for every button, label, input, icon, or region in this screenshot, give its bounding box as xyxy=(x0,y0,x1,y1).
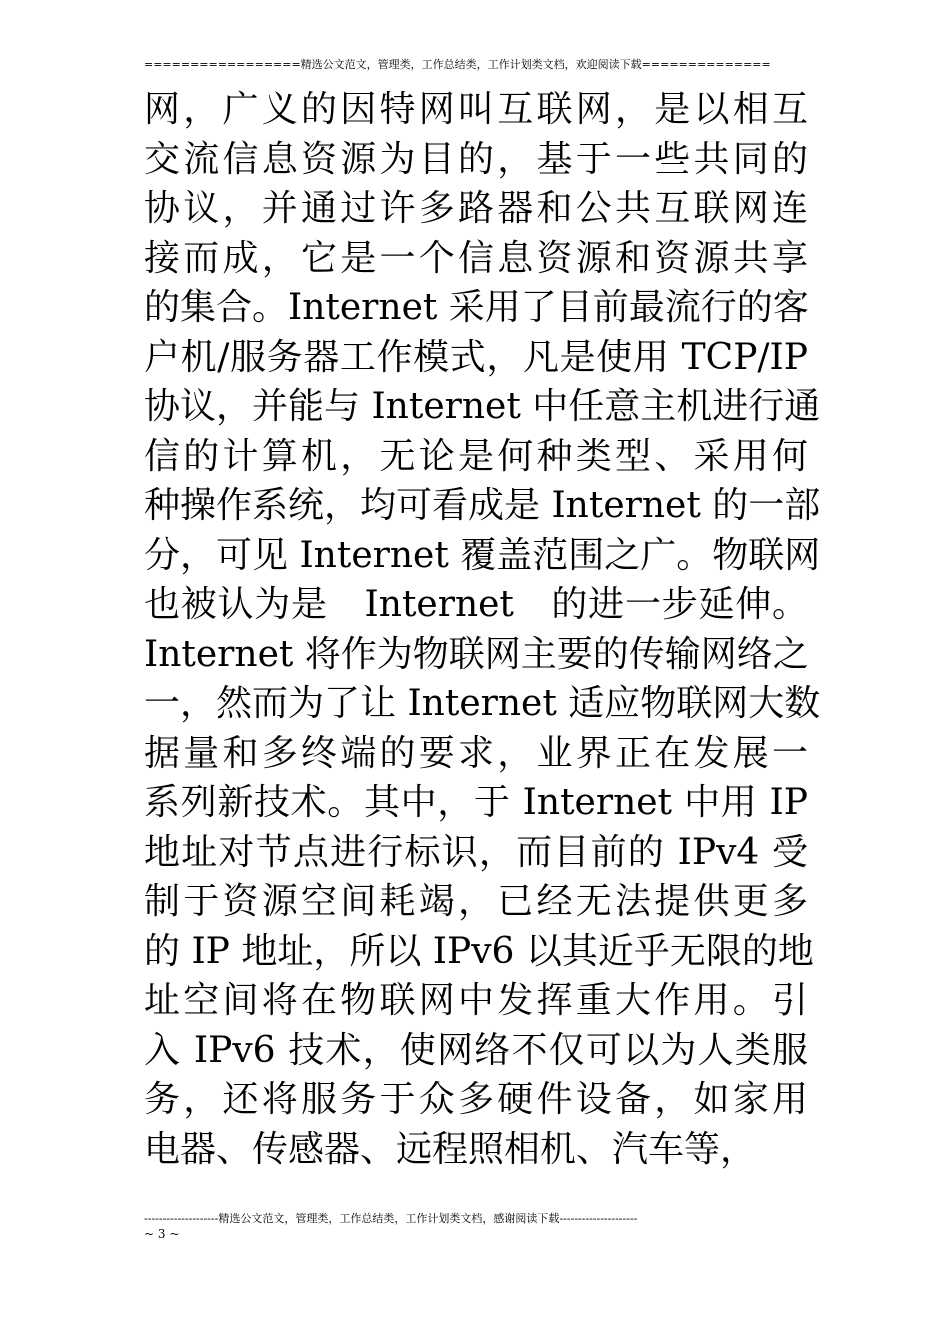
body-line: 协议，并能与 Internet 中任意主机进行通 xyxy=(144,386,821,427)
body-line: 务，还将服务于众多硬件设备，如家用 xyxy=(144,1079,808,1120)
body-line: 地址对节点进行标识，而目前的 IPv4 受 xyxy=(144,831,808,873)
body-line: 协议，并通过许多路器和公共互联网连 xyxy=(144,188,808,229)
document-body xyxy=(144,85,821,1174)
body-line: 入 IPv6 技术，使网络不仅可以为人类服 xyxy=(144,1029,808,1071)
body-line: 电器、传感器、远程照相机、汽车等， xyxy=(144,1128,757,1170)
body-line: 的 IP 地址，所以 IPv6 以其近乎无限的地 xyxy=(144,930,814,972)
body-line: 制于资源空间耗竭，已经无法提供更多 xyxy=(144,881,808,922)
body-line: 的集合。Internet 采用了目前最流行的客 xyxy=(144,287,809,328)
page-header: =================精选公文范文，管理类，工作总结类，工作计划类文档，欢迎阅读下载============== xyxy=(144,58,771,71)
body-line: 信的计算机，无论是何种类型、采用何 xyxy=(144,435,808,477)
page-number: ~ 3 ~ xyxy=(144,1227,180,1241)
body-line: 户机/服务器工作模式，凡是使用 TCP/IP xyxy=(144,336,808,378)
body-line: 交流信息资源为目的，基于一些共同的 xyxy=(144,138,808,180)
body-line: 据量和多终端的要求，业界正在发展一 xyxy=(144,732,808,774)
body-line: 一，然而为了让 Internet 适应物联网大数 xyxy=(144,683,821,724)
body-line: 网，广义的因特网叫互联网，是以相互 xyxy=(144,89,808,130)
body-line: 也被认为是 Internet 的进一步延伸。 xyxy=(144,584,808,625)
body-line: 系列新技术。其中，于 Internet 中用 IP xyxy=(144,782,808,823)
body-line: 种操作系统，均可看成是 Internet 的一部 xyxy=(144,485,821,526)
body-line: 分，可见 Internet 覆盖范围之广。物联网 xyxy=(144,534,821,576)
page-footer: --------------------精选公文范文，管理类，工作总结类，工作计划类文档，感谢阅读下载--------------------- xyxy=(144,1212,638,1225)
body-line: Internet 将作为物联网主要的传输网络之 xyxy=(144,633,809,675)
body-line: 接而成，它是一个信息资源和资源共享 xyxy=(144,237,808,279)
body-line: 址空间将在物联网中发挥重大作用。引 xyxy=(144,980,808,1021)
